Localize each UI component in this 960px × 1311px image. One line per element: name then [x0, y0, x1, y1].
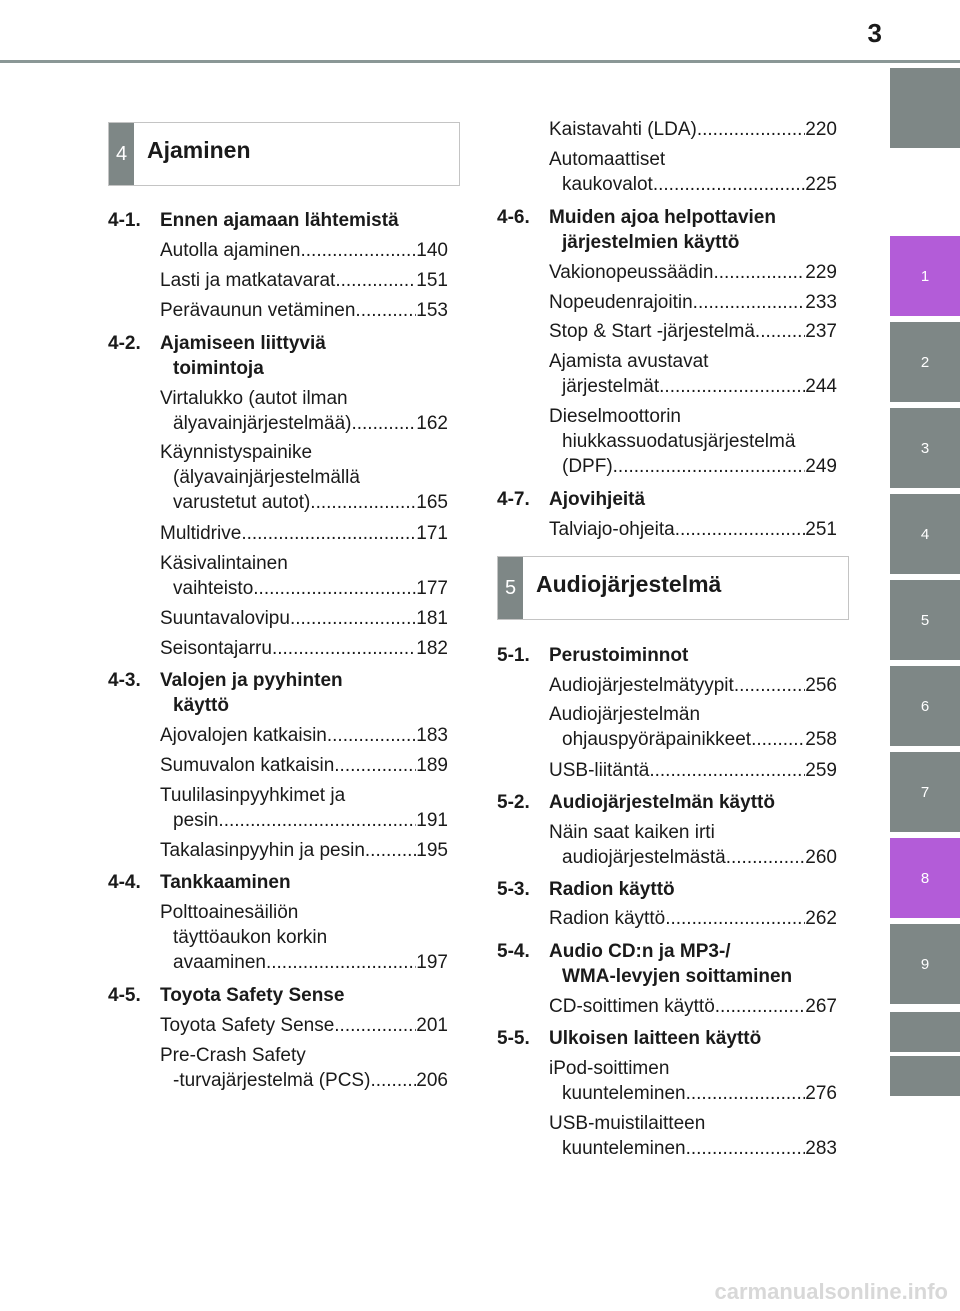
entry-page: 256 — [805, 675, 837, 696]
heading-number: 4-1. — [108, 210, 141, 231]
entry-page: 220 — [805, 119, 837, 140]
toc-entry[interactable] — [549, 1056, 837, 1106]
entry-page: 195 — [416, 840, 448, 861]
section-title: Audiojärjestelmä — [536, 571, 722, 597]
toc-entry[interactable] — [549, 758, 837, 783]
entry-title: Lasti ja matkatavarat — [160, 270, 336, 291]
toc-entry[interactable] — [160, 783, 448, 833]
entry-title: audiojärjestelmästä — [562, 847, 726, 868]
toc-entry[interactable] — [160, 386, 448, 436]
heading-text: Ulkoisen laitteen käyttö — [549, 1028, 762, 1049]
entry-title: Autolla ajaminen — [160, 240, 301, 261]
entry-page: 177 — [416, 578, 448, 599]
entry-title: kaukovalot — [562, 174, 653, 195]
page-number: 3 — [867, 18, 882, 48]
toc-entry[interactable] — [549, 147, 837, 197]
heading-number: 4-2. — [108, 333, 141, 354]
heading-text: Tankkaaminen — [160, 872, 291, 893]
entry-title: Vakionopeussäädin — [549, 262, 714, 283]
entry-page: 140 — [416, 240, 448, 261]
entry-title-line: USB-muistilaitteen — [549, 1113, 706, 1134]
heading-text-cont: toimintoja — [173, 358, 264, 379]
heading-text-cont: WMA-levyjen soittaminen — [562, 966, 793, 987]
entry-title: Toyota Safety Sense — [160, 1015, 335, 1036]
entry-page: 229 — [805, 262, 837, 283]
toc-entry[interactable] — [549, 906, 837, 931]
heading-text: Toyota Safety Sense — [160, 985, 345, 1006]
entry-page: 233 — [805, 292, 837, 313]
toc-entry[interactable] — [160, 723, 448, 748]
heading-text-cont: järjestelmien käyttö — [562, 232, 740, 253]
entry-title: USB-liitäntä — [549, 760, 650, 781]
toc-entry[interactable] — [160, 900, 448, 975]
entry-title-line: (älyavainjärjestelmällä — [173, 467, 360, 488]
entry-title: Seisontajarru — [160, 638, 272, 659]
section-title: Ajaminen — [147, 137, 251, 163]
entry-title-line: Audiojärjestelmän — [549, 704, 701, 725]
entry-title-line: täyttöaukon korkin — [173, 927, 328, 948]
toc-entry[interactable] — [549, 260, 837, 285]
entry-page: 225 — [805, 174, 837, 195]
thumb-tab-7[interactable]: 7 — [890, 752, 960, 832]
entry-page: 162 — [416, 413, 448, 434]
entry-title: -turvajärjestelmä (PCS) — [173, 1070, 371, 1091]
thumb-tab-blank[interactable] — [890, 68, 960, 148]
entry-page: 165 — [416, 492, 448, 513]
entry-page: 244 — [805, 376, 837, 397]
thumb-tab-blank[interactable] — [890, 1012, 960, 1052]
section-number: 4 — [109, 123, 134, 185]
entry-title: Suuntavalovipu — [160, 608, 290, 629]
entry-title-line: iPod-soittimen — [549, 1058, 670, 1079]
toc-entry[interactable] — [160, 753, 448, 778]
entry-title-line: Polttoainesäiliön — [160, 902, 299, 923]
toc-entry[interactable] — [160, 838, 448, 863]
entry-title-line: Käynnistyspainike — [160, 442, 313, 463]
entry-title-line: hiukkassuodatusjärjestelmä — [562, 431, 796, 452]
entry-page: 262 — [805, 908, 837, 929]
heading-number: 4-6. — [497, 207, 530, 228]
entry-title: kuunteleminen — [562, 1083, 686, 1104]
entry-title: Sumuvalon katkaisin — [160, 755, 335, 776]
entry-title-line: Tuulilasinpyyhkimet ja — [160, 785, 346, 806]
heading-number: 5-1. — [497, 645, 530, 666]
entry-title: älyavainjärjestelmää) — [173, 413, 352, 434]
toc-entry[interactable] — [160, 440, 448, 515]
entry-page: 249 — [805, 456, 837, 477]
entry-page: 258 — [805, 729, 837, 750]
toc-entry[interactable] — [549, 820, 837, 870]
toc-entry[interactable] — [160, 238, 448, 263]
heading-text: Audiojärjestelmän käyttö — [549, 792, 775, 813]
entry-page: 197 — [416, 952, 448, 973]
toc-entry[interactable] — [549, 1111, 837, 1161]
thumb-tab-8[interactable]: 8 — [890, 838, 960, 918]
thumb-tab-2[interactable]: 2 — [890, 322, 960, 402]
toc-entry[interactable] — [160, 521, 448, 546]
toc-entry[interactable] — [549, 290, 837, 315]
toc-entry[interactable] — [549, 117, 837, 142]
heading-number: 5-2. — [497, 792, 530, 813]
entry-page: 259 — [805, 760, 837, 781]
entry-title-line: Pre-Crash Safety — [160, 1045, 306, 1066]
thumb-tab-1[interactable]: 1 — [890, 236, 960, 316]
entry-title: Ajovalojen katkaisin — [160, 725, 327, 746]
toc-entry[interactable] — [549, 319, 837, 344]
toc-entry[interactable] — [160, 1043, 448, 1093]
heading-number: 4-4. — [108, 872, 141, 893]
entry-title: varustetut autot) — [173, 492, 311, 513]
heading-text: Radion käyttö — [549, 879, 675, 900]
thumb-tab-9[interactable]: 9 — [890, 924, 960, 1004]
entry-page: 151 — [416, 270, 448, 291]
toc-entry[interactable] — [160, 606, 448, 631]
entry-page: 283 — [805, 1138, 837, 1159]
entry-page: 206 — [416, 1070, 448, 1091]
heading-number: 5-4. — [497, 941, 530, 962]
entry-title: Stop & Start -järjestelmä — [549, 321, 755, 342]
heading-text: Perustoiminnot — [549, 645, 689, 666]
entry-title-line: Automaattiset — [549, 149, 666, 170]
entry-title: Multidrive — [160, 523, 242, 544]
entry-title: kuunteleminen — [562, 1138, 686, 1159]
section-header-4 — [108, 122, 460, 186]
chapter-thumb-tabs — [890, 0, 960, 1311]
heading-text: Valojen ja pyyhinten — [160, 670, 343, 691]
entry-title: ohjauspyöräpainikkeet — [562, 729, 752, 750]
thumb-tab-3[interactable]: 3 — [890, 408, 960, 488]
entry-page: 260 — [805, 847, 837, 868]
heading-number: 4-3. — [108, 670, 141, 691]
heading-text-cont: käyttö — [173, 695, 229, 716]
toc-entry[interactable] — [160, 551, 448, 601]
entry-page: 237 — [805, 321, 837, 342]
entry-title: Takalasinpyyhin ja pesin — [160, 840, 365, 861]
toc-entry[interactable] — [549, 517, 837, 542]
entry-title: avaaminen — [173, 952, 266, 973]
thumb-tab-4[interactable]: 4 — [890, 494, 960, 574]
entry-title-line: Ajamista avustavat — [549, 351, 709, 372]
toc-entry[interactable] — [549, 702, 837, 752]
entry-title: Perävaunun vetäminen — [160, 300, 356, 321]
heading-text: Audio CD:n ja MP3-/ — [549, 941, 731, 962]
heading-number: 5-5. — [497, 1028, 530, 1049]
entry-page: 251 — [805, 519, 837, 540]
entry-page: 189 — [416, 755, 448, 776]
heading-text: Muiden ajoa helpottavien — [549, 207, 776, 228]
entry-title-line: Virtalukko (autot ilman — [160, 388, 348, 409]
heading-text: Ajamiseen liittyviä — [160, 333, 326, 354]
entry-page: 267 — [805, 996, 837, 1017]
top-rule — [0, 60, 960, 63]
entry-page: 181 — [416, 608, 448, 629]
entry-page: 276 — [805, 1083, 837, 1104]
entry-title: Audiojärjestelmätyypit — [549, 675, 734, 696]
entry-title: Nopeudenrajoitin — [549, 292, 693, 313]
entry-page: 153 — [416, 300, 448, 321]
toc-entry[interactable] — [549, 673, 837, 698]
entry-page: 183 — [416, 725, 448, 746]
heading-text: Ajovihjeitä — [549, 489, 646, 510]
entry-title: CD-soittimen käyttö — [549, 996, 715, 1017]
heading-text: Ennen ajamaan lähtemistä — [160, 210, 399, 231]
entry-page: 171 — [416, 523, 448, 544]
toc-entry[interactable] — [160, 1013, 448, 1038]
entry-title-line: Näin saat kaiken irti — [549, 822, 715, 843]
toc-entry[interactable] — [160, 268, 448, 293]
toc-entry[interactable] — [549, 404, 837, 479]
heading-number: 4-5. — [108, 985, 141, 1006]
entry-title: Talviajo-ohjeita — [549, 519, 675, 540]
entry-title: järjestelmät — [562, 376, 660, 397]
toc-entry[interactable] — [549, 349, 837, 399]
entry-title: pesin — [173, 810, 219, 831]
section-header-5 — [497, 556, 849, 620]
entry-title-line: Käsivalintainen — [160, 553, 288, 574]
entry-title: vaihteisto — [173, 578, 254, 599]
entry-title: (DPF) — [562, 456, 613, 477]
watermark: carmanualsonline.info — [714, 1279, 948, 1304]
heading-number: 5-3. — [497, 879, 530, 900]
thumb-tab-blank[interactable] — [890, 1056, 960, 1096]
entry-page: 201 — [416, 1015, 448, 1036]
entry-title: Radion käyttö — [549, 908, 666, 929]
thumb-tab-5[interactable]: 5 — [890, 580, 960, 660]
toc-entry[interactable] — [160, 636, 448, 661]
toc-entry[interactable] — [160, 298, 448, 323]
entry-title-line: Dieselmoottorin — [549, 406, 681, 427]
heading-number: 4-7. — [497, 489, 530, 510]
thumb-tab-6[interactable]: 6 — [890, 666, 960, 746]
section-number: 5 — [498, 557, 523, 619]
toc-entry[interactable] — [549, 994, 837, 1019]
entry-page: 191 — [416, 810, 448, 831]
entry-title: Kaistavahti (LDA) — [549, 119, 697, 140]
entry-page: 182 — [416, 638, 448, 659]
